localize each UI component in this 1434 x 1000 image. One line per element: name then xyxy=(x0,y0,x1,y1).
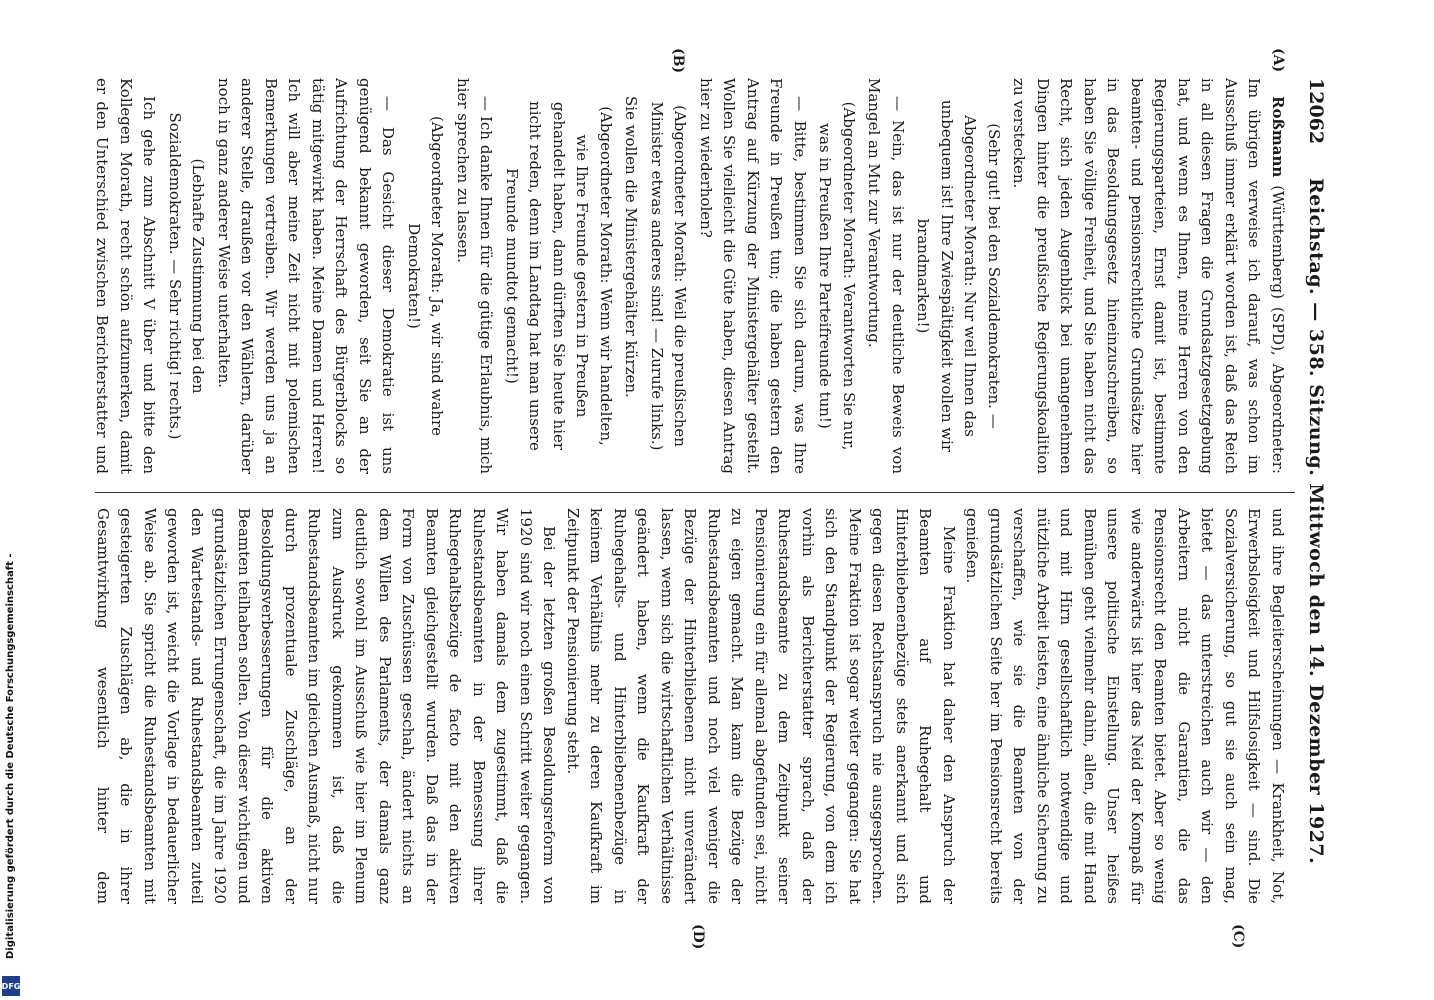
margin-marker-d: (D) xyxy=(690,924,706,950)
interjection: (Abgeordneter Morath: Wenn wir handelten, wie Ihre Freunde gestern in Preußen gehandelt haben, dann dürften Sie heute hier nicht reden, denn im Landtag hat man unsere Freunde mundtot gemacht!) xyxy=(503,101,615,451)
dfg-logo: DFG xyxy=(2,976,20,996)
margin-marker-b: (B) xyxy=(670,48,686,74)
paragraph: Sie wollen die Ministergehälter kürzen. xyxy=(622,96,641,398)
interjection: (Abgeordneter Morath: Weil die preußischen Minister etwas anderes sind! — Zurufe links.) xyxy=(648,101,690,451)
paragraph xyxy=(1007,78,1289,474)
paragraph: Bei der letzten großen Besoldungsreform von 1920 sind wir noch einen Schritt weiter gegangen. Wir haben damals dem zugestimmt, daß die Ruhestandsbeamten in der Bemessung ihrer Ruhegehaltsbezüge de facto mit den aktiven Beamten gleichgestellt wurden. Daß das in der Form von Zuschüssen geschah, ändert nichts an dem Willen des Parlaments, der damals ganz deutlich sowohl im Ausschuß wie hier im Plenum zum Ausdruck gekommen ist, daß die Ruhestandsbeamten im gleichen Ausmaß, nicht nur durch prozentuale Zuschläge, an der Besoldungsverbesserungen für die aktiven Beamten teilhaben sollen. Von dieser wichtigen und grundsätzlichen Errungenschaft, die im Jahre 1920 den Wartestands- und Ruhestandsbeamten zuteil geworden ist, weicht die Vorlage in bedauerlicher Weise ab. Sie spricht die Ruhestandsbeamten mit gesteigerten Zuschlägen ab, die in ihrer Gesamtwirkung wesentlich hinter dem xyxy=(94,508,559,904)
interjection: (Abgeordneter Morath: Verantworten Sie nur, was in Preußen Ihre Parteifreunde tun!) xyxy=(816,101,858,451)
speaker-name: Roßmann xyxy=(1269,96,1287,178)
interjection: (Lebhafte Zustimmung bei den Sozialdemokraten. — Sehr richtig! rechts.) xyxy=(166,112,208,440)
paragraph: — Bitte, bestimmen Sie sich darum, was Ihre Freunde in Preußen tun; die haben gestern den Antrag auf Kürzung der Ministergehälter gestellt. Wollen Sie vielleicht die Güte haben, diesen Antrag hier zu wiederholen? xyxy=(697,78,809,474)
paragraph: Ich gehe zum Abschnitt V über und bitte den Kollegen Morath, recht schön aufzumerken, damit er den Unterschied zwischen Berichterstatter und xyxy=(93,78,159,474)
paragraph: Meine Fraktion hat daher den Anspruch der Beamten auf Ruhegehalt und Hinterbliebenenbezüge stets anerkannt und sich gegen diesen Rechtsanspruch nie ausgesprochen. Meine Fraktion ist sogar weiter gegangen: Sie hat sich den Standpunkt der Regierung, von dem ich vorhin als Berichterstatter sprach, daß der Ruhestandsbeamte zu dem Zeitpunkt seiner Pensionierung ein für allemal abgefunden sei, nicht zu eigen gemacht. Man kann die Bezüge der Ruhestandsbeamten und noch viel weniger die Bezüge der Hinterbliebenen nicht unverändert lassen, wenn sich die wirtschaftlichen Verhältnisse geändert haben, wenn die Kaufkraft der Ruhegehalts- und Hinterbliebenenbezüge in keinem Verhältnis mehr zu deren Kaufkraft im Zeitpunkt der Pensionierung steht. xyxy=(564,508,958,904)
dfg-credit-text: Digitalisierung gefördert durch die Deutsche Forschungsgemeinschaft - xyxy=(5,553,16,959)
interjection: (Sehr gut! bei den Sozialdemokraten. — Abgeordneter Morath: Nur weil Ihnen das unbequem ist! Ihre Zwiespältigkeit wollen wir brandmarken!) xyxy=(914,99,1003,453)
paragraph: — Das Gesicht dieser Demokratie ist uns genügend bekannt geworden, seit Sie an der Aufrichtung der Herrschaft des Bürgerblocks so tätig mitgewirkt haben. Meine Damen und Herren! Ich will aber meine Zeit nicht mit polemischen Bemerkungen vertreiben. Wir werden uns ja an anderer Stelle, draußen vor den Wählern, darüber noch in ganz anderer Weise unterhalten. xyxy=(215,78,398,474)
running-head: Reichstag. — 358. Sitzung. Mittwoch den 14. Dezember 1927. xyxy=(1305,178,1327,865)
right-column xyxy=(93,508,1289,904)
margin-marker-c: (C) xyxy=(1230,924,1246,949)
page-header xyxy=(1295,78,1329,918)
dfg-credit-strip xyxy=(0,0,22,1000)
left-column xyxy=(93,78,1289,474)
paragraph-text: (Württemberg) (SPD), Abgeordneter: Im übrigen verweise ich darauf, was schon im Ausschuß immer erklärt worden ist, daß das Reich in all diesen Fragen die Grundsatzgesetzgebung hat, und wenn es Ihnen, meine Herren von den Regierungsparteien, Ernst damit ist, bestimmte beamten- und pensionsrechtliche Grundsätze hier in das Besoldungsgesetz hineinzuschreiben, so haben Sie völlige Freiheit, und Sie haben nicht das Recht, sich jeden Augenblick bei unangenehmen Dingen hinter die preußische Regierungskoalition zu verstecken. xyxy=(1010,78,1287,474)
paragraph: und ihre Begleiterscheinungen — Krankheit, Not, Erwerbslosigkeit und Hilfslosigkeit — sind. Die Sozialversicherung, so gut sie auch sein mag, bietet — das unterstreichen auch wir — den Arbeitern nicht die Garantien, die das Pensionsrecht den Beamten bietet. Aber so wenig wie anderwärts ist hier das Neid der Kompaß für unsere politische Einstellung. Unser heißes Bemühen geht vielmehr dahin, allen, die mit Hand und mit Hirn gesellschaftlich notwendige und nützliche Arbeit leisten, eine ähnliche Sicherung zu verschaffen, wie sie die Beamten von der grundsätzlichen Seite her im Pensionsrecht bereits genießen. xyxy=(963,508,1287,904)
page-number: 12062 xyxy=(1305,78,1327,145)
column-divider xyxy=(95,492,1295,493)
margin-marker-a: (A) xyxy=(1270,48,1286,73)
interjection: (Abgeordneter Morath: Ja, wir sind wahre Demokraten!) xyxy=(405,115,447,437)
paragraph: — Nein, das ist nur der deutliche Beweis von Mangel an Mut zur Verantwortung. xyxy=(865,78,907,474)
paragraph: — Ich danke Ihnen für die gütige Erlaubnis, mich hier sprechen zu lassen. xyxy=(454,78,496,474)
scanned-page xyxy=(87,48,1329,950)
